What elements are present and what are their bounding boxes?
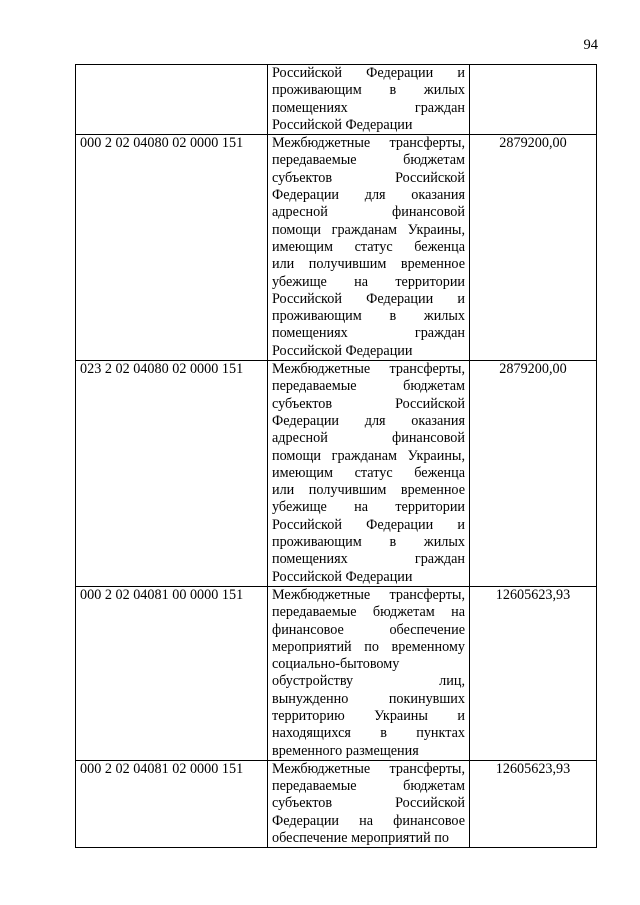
name-line: проживающим в жилых — [272, 534, 465, 551]
name-line: помощи гражданам Украины, — [272, 221, 465, 238]
name-line: Межбюджетные трансферты, — [272, 135, 465, 152]
name-line: помощи гражданам Украины, — [272, 447, 465, 464]
name-line: территорию Украины и — [272, 707, 465, 724]
name-line: проживающим в жилых — [272, 308, 465, 325]
name-line: временного размещения — [272, 742, 419, 759]
table-row — [76, 65, 597, 135]
name-cell — [268, 65, 470, 135]
name-cell — [268, 760, 470, 847]
table-row — [76, 361, 597, 587]
name-line: передаваемые бюджетам на — [272, 604, 465, 621]
code-cell: 023 2 02 04080 02 0000 151 — [76, 361, 268, 587]
name-line: финансовое обеспечение — [272, 621, 465, 638]
name-cell — [268, 586, 470, 760]
name-line: Федерации на финансовое — [272, 812, 465, 829]
name-line: Федерации для оказания — [272, 187, 465, 204]
name-line: помещениях граждан — [272, 551, 465, 568]
table-row — [76, 586, 597, 760]
name-line: убежище на территории — [272, 499, 465, 516]
name-line: передаваемые бюджетам — [272, 378, 465, 395]
name-line: или получившим временное — [272, 256, 465, 273]
code-cell: 000 2 02 04081 02 0000 151 — [76, 760, 268, 847]
name-line: адресной финансовой — [272, 204, 465, 221]
name-line: обеспечение мероприятий по — [272, 830, 449, 847]
name-line: имеющим статус беженца — [272, 238, 465, 255]
name-line: субъектов Российской — [272, 795, 465, 812]
sum-cell: 2879200,00 — [470, 361, 597, 587]
name-line: Российской Федерации — [272, 116, 413, 133]
table-body — [76, 65, 597, 848]
sum-cell: 12605623,93 — [470, 586, 597, 760]
name-line: помещениях граждан — [272, 325, 465, 342]
code-cell: 000 2 02 04081 00 0000 151 — [76, 586, 268, 760]
name-line: передаваемые бюджетам — [272, 778, 465, 795]
name-line: находящихся в пунктах — [272, 725, 465, 742]
name-line: обустройству лиц, — [272, 673, 465, 690]
code-cell — [76, 65, 268, 135]
name-line: или получившим временное — [272, 482, 465, 499]
name-line: помещениях граждан — [272, 99, 465, 116]
table-row — [76, 135, 597, 361]
name-line: убежище на территории — [272, 273, 465, 290]
name-line: субъектов Российской — [272, 169, 465, 186]
name-line: проживающим в жилых — [272, 82, 465, 99]
name-line: Межбюджетные трансферты, — [272, 760, 465, 777]
name-line: адресной финансовой — [272, 430, 465, 447]
name-line: Федерации для оказания — [272, 412, 465, 429]
sum-cell: 12605623,93 — [470, 760, 597, 847]
name-line: Российской Федерации — [272, 568, 413, 585]
name-line: Российской Федерации — [272, 342, 413, 359]
name-line: субъектов Российской — [272, 395, 465, 412]
name-line: имеющим статус беженца — [272, 464, 465, 481]
name-line: Межбюджетные трансферты, — [272, 361, 465, 378]
name-cell — [268, 135, 470, 361]
name-cell — [268, 361, 470, 587]
page-number: 94 — [583, 37, 598, 53]
sum-cell: 2879200,00 — [470, 135, 597, 361]
name-line: Российской Федерации и — [272, 516, 465, 533]
sum-cell — [470, 65, 597, 135]
name-line: мероприятий по временному — [272, 638, 465, 655]
name-line: Российской Федерации и — [272, 65, 465, 81]
budget-table — [75, 64, 597, 848]
table-row — [76, 760, 597, 847]
name-line: вынужденно покинувших — [272, 690, 465, 707]
name-line: Межбюджетные трансферты, — [272, 586, 465, 603]
name-line: передаваемые бюджетам — [272, 152, 465, 169]
name-line: Российской Федерации и — [272, 290, 465, 307]
code-cell: 000 2 02 04080 02 0000 151 — [76, 135, 268, 361]
name-line: социально-бытовому — [272, 656, 400, 673]
